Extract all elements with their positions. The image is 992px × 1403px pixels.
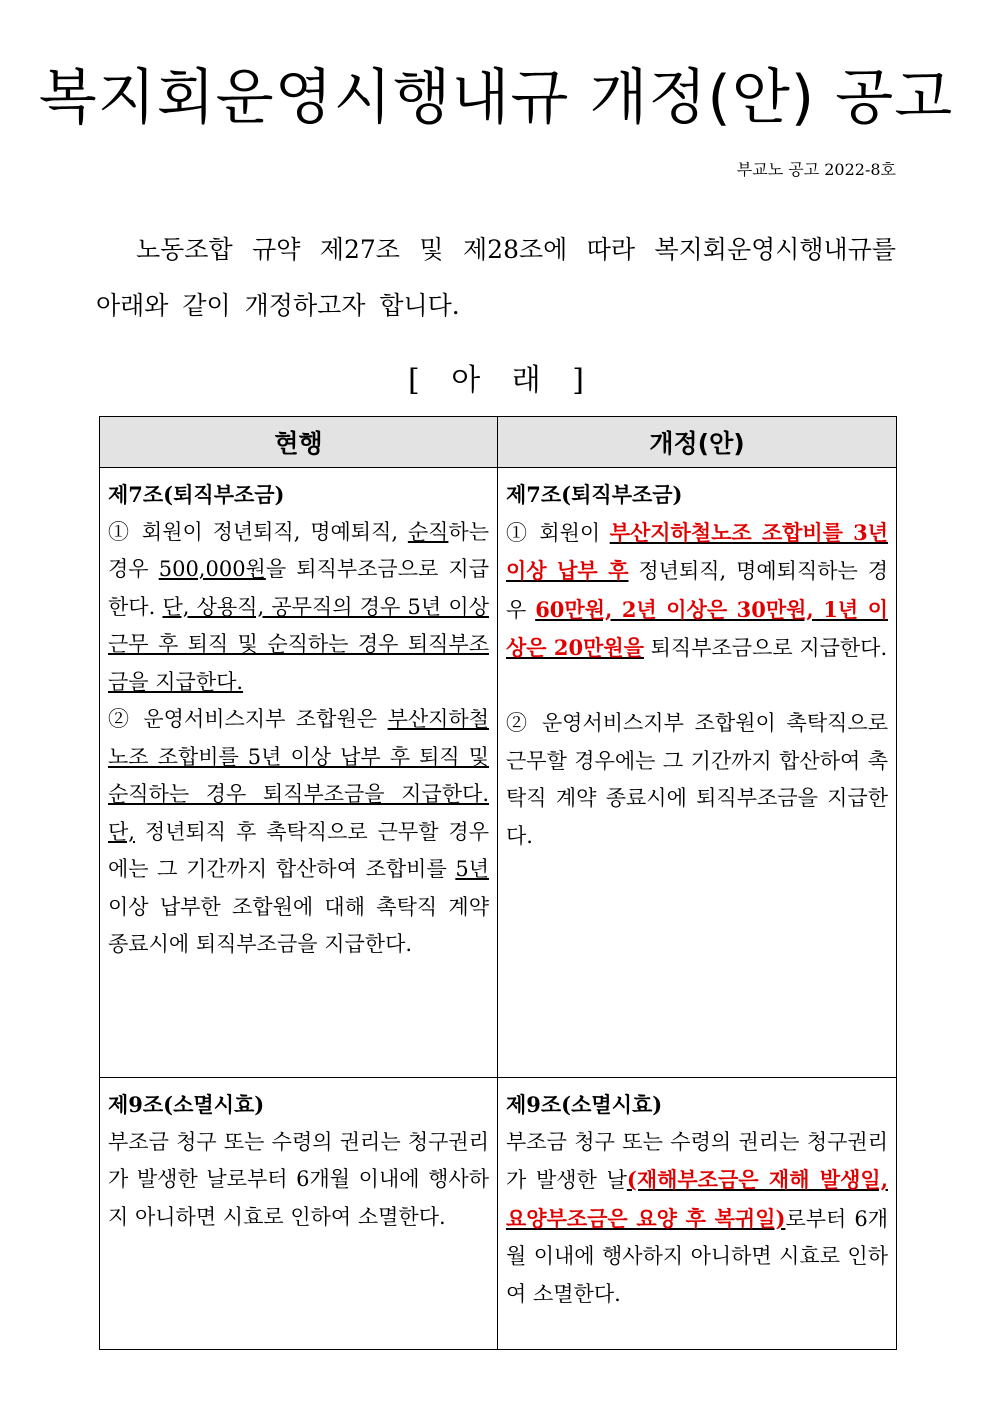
- text: ① 회원이 정년퇴직, 명예퇴직,: [108, 519, 408, 544]
- text: 을 퇴직부조금으로 지급한다.: [108, 557, 489, 619]
- text: 퇴직부조금으로 지급한다.: [643, 636, 888, 660]
- below-heading: [ 아 래 ]: [408, 363, 584, 398]
- cell-art9-revised: [498, 1078, 897, 1350]
- text: ② 운영서비스지부 조합원은: [108, 707, 388, 731]
- amended-text: 60만원, 2년 이상은 30만원, 1년 이상은 20만원을: [506, 596, 888, 660]
- text: 로부터 6개월 이내에 행사하지 아니하면 시효로 인하여 소멸한다.: [506, 1206, 888, 1306]
- table-header-row: [100, 417, 897, 468]
- art7-revised-heading: 제7조(퇴직부조금): [506, 482, 683, 507]
- underlined-text: 순직: [407, 519, 449, 544]
- underlined-text: 500,000원: [158, 557, 266, 581]
- cell-art7-current: [100, 468, 498, 1078]
- intro-paragraph: 노동조합 규약 제27조 및 제28조에 따라 복지회운영시행내규를 아래와 같이 개정하고자 합니다.: [96, 235, 896, 320]
- text: 정년퇴직 후 촉탁직으로 근무할 경우에는 그 기간까지 합산하여 조합비를: [108, 819, 489, 881]
- art7-revised-para2: ② 운영서비스지부 조합원이 촉탁직으로 근무할 경우에는 그 기간까지 합산하여 촉탁직 계약 종료시에 퇴직부조금을 지급한다.: [506, 711, 888, 848]
- text: ① 회원이: [506, 520, 610, 545]
- cell-art9-current: [100, 1078, 498, 1350]
- text: 하는 경우: [108, 519, 489, 581]
- text: 부조금 청구 또는 수령의 권리는 청구권리가 발생한 날: [506, 1129, 888, 1192]
- art9-revised-para1: [506, 1124, 888, 1314]
- art9-revised-heading: 제9조(소멸시효): [506, 1092, 663, 1117]
- art9-current-para1: 부조금 청구 또는 수령의 권리는 청구권리가 발생한 날로부터 6개월 이내에 행사하지 아니하면 시효로 인하여 소멸한다.: [108, 1129, 489, 1229]
- spacer: [506, 668, 888, 706]
- amended-text: (재해부조금은 재해 발생일, 요양부조금은 요양 후 복귀일): [506, 1167, 889, 1231]
- underlined-text: 단, 상용직, 공무직의 경우 5년 이상 근무 후 퇴직 및 순직하는 경우 퇴직부조금을 지급한다.: [108, 594, 489, 694]
- text: 정년퇴직, 명예퇴직하는 경우: [506, 559, 888, 622]
- amended-text: 부산지하철노조 조합비를 3년 이상 납부 후: [506, 519, 888, 583]
- underlined-text: 5년: [455, 857, 489, 881]
- cell-art7-revised: [498, 468, 897, 1078]
- underlined-text: 부산지하철노조 조합비를 5년 이상 납부 후 퇴직 및 순직하는 경우 퇴직부조금을 지급한다. 단,: [108, 707, 489, 844]
- art7-revised-para1: [506, 514, 888, 668]
- header-current: 현행: [100, 417, 498, 468]
- notice-number: 부교노 공고 2022-8호: [736, 160, 896, 179]
- art9-current-heading: 제9조(소멸시효): [108, 1092, 265, 1117]
- art7-current-para2: [108, 701, 489, 964]
- comparison-table: [99, 416, 897, 1350]
- text: 이상 납부한 조합원에 대해 촉탁직 계약 종료시에 퇴직부조금을 지급한다.: [108, 894, 489, 956]
- header-revised: 개정(안): [498, 417, 897, 468]
- table-row-article-9: [100, 1078, 897, 1350]
- table-row-article-7: [100, 468, 897, 1078]
- art7-current-para1: [108, 514, 489, 702]
- document-title: 복지회운영시행내규 개정(안) 공고: [38, 63, 954, 133]
- art7-current-heading: 제7조(퇴직부조금): [108, 482, 285, 507]
